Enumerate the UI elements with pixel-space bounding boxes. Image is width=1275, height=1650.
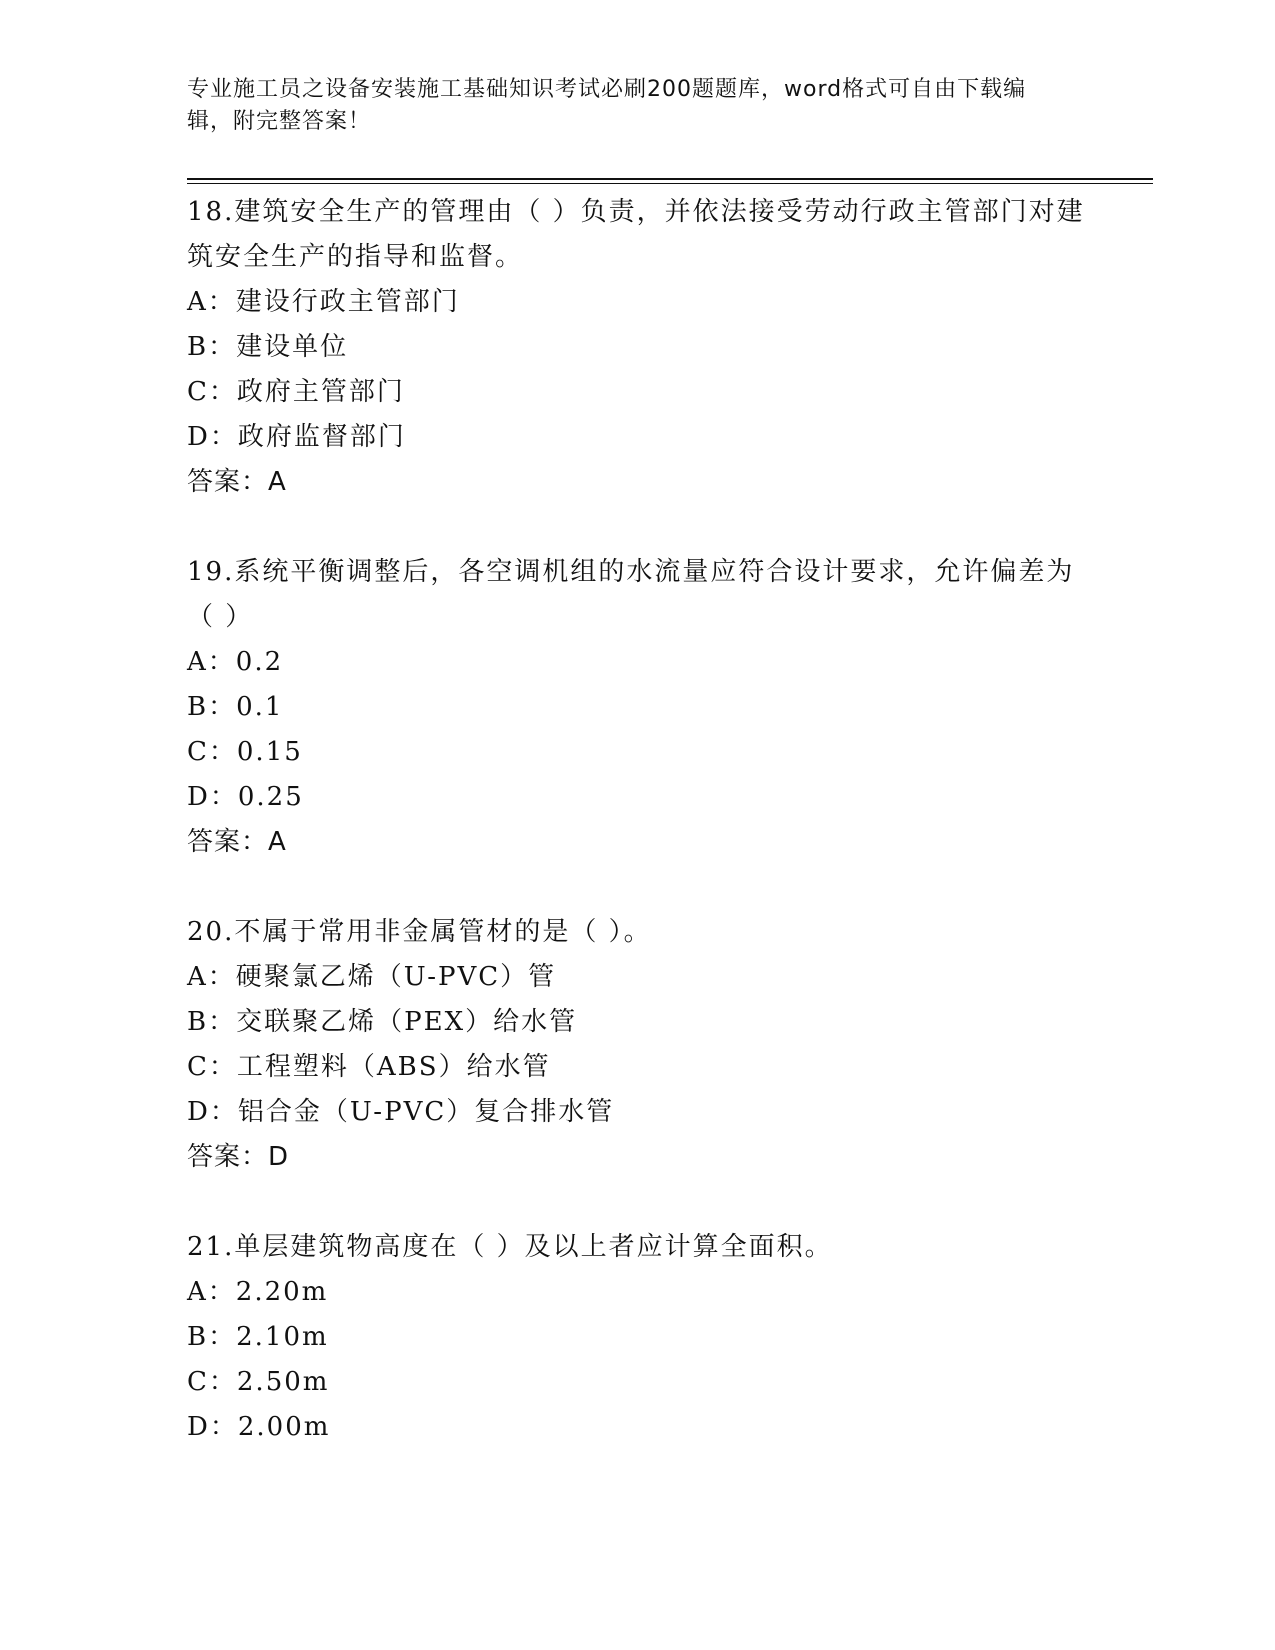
question-stem: 18.建筑安全生产的管理由（ ）负责，并依法接受劳动行政主管部门对建筑安全生产的指导和监督。	[187, 197, 1085, 272]
option-b: B：建设单位	[187, 332, 349, 362]
option-d: D：2.00m	[187, 1412, 331, 1442]
option-a: A：0.2	[187, 647, 284, 677]
answer-label: 答案：D	[187, 1142, 290, 1172]
option-d: D：0.25	[187, 782, 304, 812]
answer-label: 答案：A	[187, 827, 287, 857]
answer-label: 答案：A	[187, 467, 287, 497]
question-stem: 21.单层建筑物高度在（ ）及以上者应计算全面积。	[187, 1232, 833, 1262]
option-c: C：政府主管部门	[187, 377, 405, 407]
question-list	[187, 190, 1087, 1450]
option-c: C：0.15	[187, 737, 303, 767]
option-d: D：铝合金（U-PVC）复合排水管	[187, 1097, 615, 1127]
header-divider	[187, 178, 1153, 180]
option-b: B：交联聚乙烯（PEX）给水管	[187, 1007, 578, 1037]
question-21	[187, 1225, 1087, 1450]
option-a: A：2.20m	[187, 1277, 329, 1307]
header-divider-thin	[187, 183, 1153, 184]
question-18	[187, 190, 1087, 505]
question-19	[187, 550, 1087, 865]
option-d: D：政府监督部门	[187, 422, 406, 452]
option-a: A：硬聚氯乙烯（U-PVC）管	[187, 962, 557, 992]
option-a: A：建设行政主管部门	[187, 287, 460, 317]
document-header: 专业施工员之设备安装施工基础知识考试必刷200题题库，word格式可自由下载编辑，附完整答案！	[187, 77, 1027, 134]
question-20	[187, 910, 1087, 1180]
option-c: C：工程塑料（ABS）给水管	[187, 1052, 551, 1082]
option-b: B：0.1	[187, 692, 284, 722]
option-b: B：2.10m	[187, 1322, 329, 1352]
question-stem: 20.不属于常用非金属管材的是（ ）。	[187, 917, 652, 947]
option-c: C：2.50m	[187, 1367, 330, 1397]
question-stem: 19.系统平衡调整后，各空调机组的水流量应符合设计要求，允许偏差为（ ）	[187, 557, 1075, 632]
